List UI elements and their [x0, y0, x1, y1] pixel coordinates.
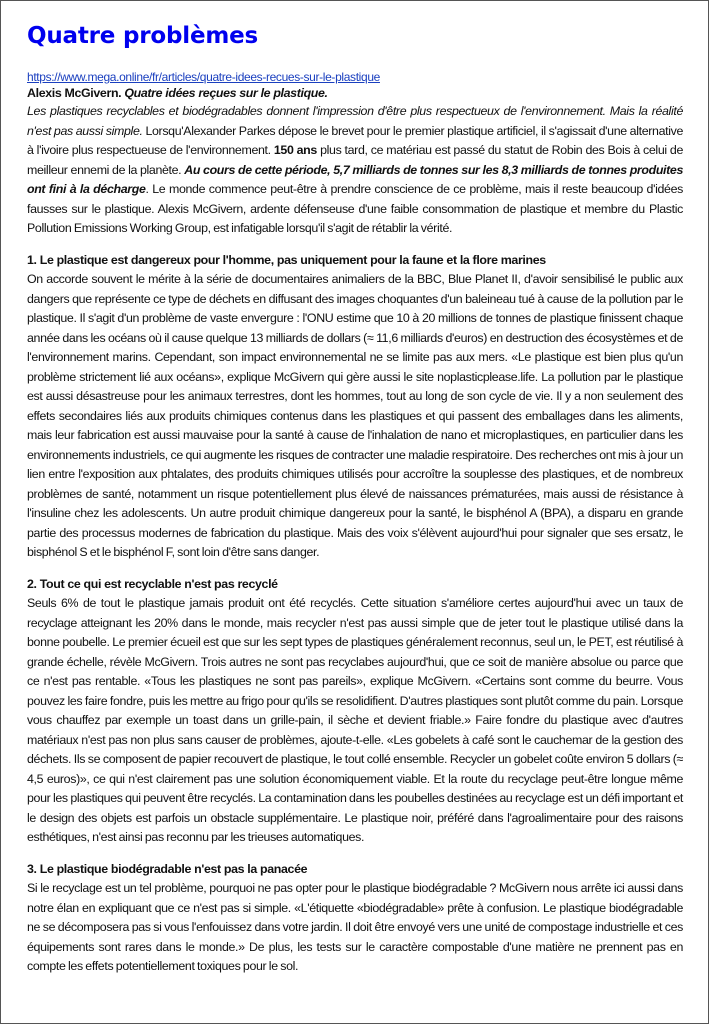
section-heading: 3. Le plastique biodégradable n'est pas la panacée [27, 861, 308, 876]
document-content [27, 15, 683, 977]
section-body: Seuls 6% de tout le plastique jamais produit ont été recyclés. Cette situation s'améliore certes aujourd'hui avec un taux de recyclage atteignant les 20% dans le monde, mais recycler n'est pas aussi simple que de jeter tout le plastique utilisé dans la bonne poubelle. Le premier écueil est que sur les sept types de plastiques généralement reconnus, seul un, le PET, est réutilisé à grande échelle, révèle McGivern. Trois autres ne sont pas recyclabes aujourd'hui, que ce soit de manière absolue ou parce que ce n'est pas rentable. «Tous les plastiques ne sont pas pareils», explique McGivern. «Certains sont comme du beurre. Vous pouvez les faire fondre, puis les mettre au frigo pour qu'ils se resolidifient. D'autres plastiques sont plutôt comme du pain. Lorsque vous chauffez par exemple un toast dans un grille-pain, il sèche et devient friable.» Faire fondre du plastique avec d'autres matériaux n'est pas non plus sans causer de problèmes, ajoute-t-elle. «Les gobelets à café sont le cauchemar de la gestion des déchets. Ils se composent de papier recouvert de plastique, le tout collé ensemble. Recycler un gobelet coûte environ 5 dollars (≈ 4,5 euros)», ce qui n'est clairement pas une solution économiquement viable. Et la route du recyclage peut-être longue même pour les plastiques qui peuvent être recyclés. La contamination dans les poubelles destinées au recyclage est un défi important et le design des objets est parfois un obstacle supplémentaire. Le plastique noir, préféré dans l'agroalimentaire pour des raisons esthétiques, n'est ainsi pas reconnu par les trieuses automatiques. [27, 596, 683, 844]
intro-text-1: Lorsqu'Alexander Parkes dépose le brevet pour le premier plastique artificiel, il s'agissait d'une alternative à l'ivoire plus respectueuse de l'environnement. [27, 123, 683, 157]
article-title: Quatre idées reçues sur le plastique. [124, 86, 328, 100]
intro-text-3: . Le monde commence peut-être à prendre conscience de ce problème, mais il reste beaucoup d'idées fausses sur le plastique. Alexis McGivern, ardente défenseuse d'une faible consommation de plastique et membre du Plastic Pollution Emissions Working Group, est infatigable lorsqu'il s'agit de rétablir la vérité. [27, 182, 683, 235]
section-3 [27, 860, 683, 977]
intro-paragraph [27, 102, 683, 239]
section-heading: 2. Tout ce qui est recyclable n'est pas recyclé [27, 576, 278, 591]
section-body: Si le recyclage est un tel problème, pourquoi ne pas opter pour le plastique biodégradable ? McGivern nous arrête ici aussi dans notre élan en expliquant que ce n'est pas si simple. «L'étiquette «biodégradable» prête à confusion. Le plastique biodégradable ne se décomposera pas si vous l'enfouissez dans votre jardin. Il doit être envoyé vers une unité de compostage industrielle et ces équipements sont rares dans le monde.» De plus, les tests sur le caractère compostable d'une matière ne prennent pas en compte les effets potentiellement toxiques pour le sol. [27, 881, 683, 973]
source-link[interactable]: https://www.mega.online/fr/articles/quatre-idees-recues-sur-le-plastique [27, 70, 380, 84]
section-body: On accorde souvent le mérite à la série de documentaires animaliers de la BBC, Blue Planet II, d'avoir sensibilisé le public aux dangers que représente ce type de déchets en diffusant des images choquantes d'un baleineau tué à cause de la pollution par le plastique. Il s'agit d'un problème de vaste envergure : l'ONU estime que 10 à 20 millions de tonnes de plastique finissent chaque année dans les océans où il cause quelque 13 milliards de dollars (≈ 11,6 milliards d'euros) en destruction des écosystèmes et de l'environnement marins. Cependant, son impact environnemental ne se limite pas aux mers. «Le plastique est bien plus qu'un problème strictement lié aux océans», explique McGivern qui gère aussi le site noplasticplease.life. La pollution par le plastique est aussi désastreuse pour les animaux terrestres, dont les hommes, tout au long de son cycle de vie. Il y a non seulement des effets secondaires liés aux produits chimiques contenus dans les plastiques et qui passent des emballages dans les aliments, mais leur fabrication est aussi mauvaise pour la santé à cause de l'inhalation de nano et microplastiques, en particulier dans les environnements industriels, ce qui augmente les risques de contracter une maladie respiratoire. Des recherches ont mis à jour un lien entre l'exposition aux phtalates, des produits chimiques utilisés pour accroître la souplesse des plastiques, et de nombreux problèmes de santé, notamment un risque potentiellement plus élevé de naissances prématurées, mais aussi de résistance à l'insuline chez les adolescents. Un autre produit chimique dangereux pour la santé, le bisphénol A (BPA), a disparu en grande partie des processus modernes de fabrication du plastique. Mais des voix s'élèvent aujourd'hui pour signaler que ses ersatz, le bisphénol S et le bisphénol F, sont loin d'être sans danger. [27, 272, 683, 559]
section-2 [27, 575, 683, 848]
intro-highlight-years: 150 ans [273, 143, 317, 157]
intro-lead: Les plastiques recyclables et biodégradables donnent l'impression d'être plus respectueux de l'environnement. Mais la réalité n'est pas aussi simple. [27, 104, 683, 138]
intro-text-2: plus tard, ce matériau est passé du statut de Robin des Bois à celui de meilleur ennemi de la planète. [27, 143, 683, 177]
author-name: Alexis McGivern. [27, 86, 122, 100]
section-1 [27, 251, 683, 563]
section-heading: 1. Le plastique est dangereux pour l'homme, pas uniquement pour la faune et la flore marines [27, 252, 546, 267]
byline [27, 85, 683, 102]
page-title: Quatre problèmes [27, 23, 259, 49]
intro-highlight-statistic: Au cours de cette période, 5,7 milliards de tonnes sur les 8,3 milliards de tonnes produites ont fini à la décharge [27, 162, 684, 196]
